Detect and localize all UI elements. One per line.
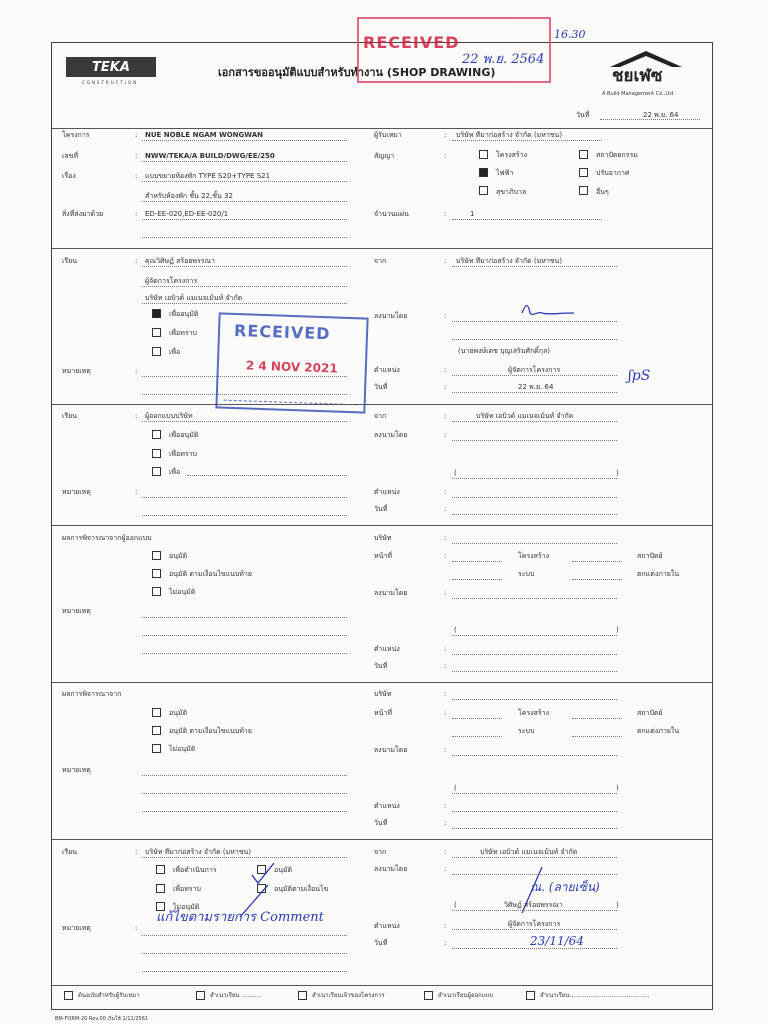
sec3-sign-label: ลงนามโดย [374,589,408,597]
sec5-checkbox-proceed[interactable] [156,865,165,874]
sec1-note-label: หมายเหตุ [62,367,91,375]
sec4-checkbox-conditional[interactable] [152,726,161,735]
sec3-option-conditional: อนุมัติ ตามเงื่อนไขแนบท้าย [169,570,252,578]
sec4-duty-label: หน้าที่ [374,709,392,717]
sec5-handwritten-date: 23/11/64 [530,934,584,948]
footer-item-copy-other: สำเนาเรียน.......................................... [540,992,650,999]
handwritten-received-time: 16.30 [554,28,586,41]
sec2-option-acknowledge: เพื่อทราบ [169,450,197,458]
contractor-label: ผู้รับเหมา [374,131,402,139]
sec4-duty-structure: โครงสร้าง [518,709,550,717]
sec1-checkbox-approve[interactable] [152,309,161,318]
qty-label: จำนวนแผ่น [374,210,409,218]
number-label: เลขที่ [62,152,79,160]
sec5-checkbox-acknowledge[interactable] [156,884,165,893]
sec1-signature [518,301,578,321]
sec4-checkbox-approve[interactable] [152,708,161,717]
sec1-signer-name: (นายพงษ์เดช บุญเสริมศักดิ์กุล) [458,347,551,355]
sec2-note-label: หมายเหตุ [62,488,91,496]
sec5-to-value: บริษัท ทีมาก่อสร้าง จำกัด (มหาชน) [145,848,252,856]
abuild-logo [600,49,692,101]
sec5-option-reject: ไม่อนุมัติ [173,903,200,911]
subject-line-1: แบบขยายห้องพัก TYPE S20+TYPE S21 [145,172,271,180]
contract-checkbox-electrical[interactable] [479,168,488,177]
sec5-sign-label: ลงนามโดย [374,865,408,873]
sec4-option-approve: อนุมัติ [169,709,188,717]
sec5-date-label: วันที่ [374,939,388,947]
sec1-to-line-3: บริษัท เอบิวด์ แมเนจเม้นท์ จำกัด [145,294,243,302]
contract-label: สัญญา [374,152,395,160]
sec1-sign-label: ลงนามโดย [374,312,408,320]
sec4-note-label: หมายเหตุ [62,766,91,774]
sec3-note-label: หมายเหตุ [62,607,91,615]
sec3-duty-structure: โครงสร้าง [518,552,550,560]
sec1-initials: ʃpS [628,368,651,384]
contract-checkbox-aircon[interactable] [579,168,588,177]
sec5-from-label: จาก [374,848,387,856]
header-date-value: 22 พ.ย. 64 [643,111,679,119]
sec3-duty-architecture: สถาปัตย์ [637,552,663,560]
sec1-option-approve: เพื่ออนุมัติ [169,310,199,318]
sec3-duty-interior: ตกแต่งภายใน [637,570,680,578]
sec4-title: ผลการพิจารณาจาก [62,690,122,698]
shop-drawing-form: TEKA CONSTRUCTION เอกสารขออนุมัติแบบสำหรับทำงาน (SHOP DRAWING) ชยเฬซ A Build Management Co.,Ltd วันที่ 22 พ.ย. 64 RECEIVED 22 พ.ย. 2564 16.30 โครงการ : NUE NOBLE NGAM WONGWAN ผู้รับเหมา : บริษัท ทีมาก่อสร้าง จำกัด (มหาชน) เลขที่ : NWW/TEKA/A BUILD/DWG/EE/250 สัญญา : โครงสร้าง สถาปัตยกรรม ไฟฟ้า ปรับอากาศ สุขาภิบาล อื่นๆ เรื่อง : แบบขยายห้องพัก TYPE S20+TYPE S21 สำหรับห้องพัก ชั้น 22,ชั้น 32 สิ่งที่ส่งมาด้วย : ED-EE-020,ED-EE-020/1 จำนวนแผ่น : 1 เรียน : คุณวิศิษฏ์ สร้อยพรรณา ผู้จัดการโครงการ บริษัท เอบิวด์ แมเนจเม้นท์ จำกัด เพื่ออนุมัติ เพื่อทราบ เพื่อ หมายเหตุ : จาก : บริษัท ทีมาก่อสร้าง จำกัด (มหาชน) ลงนามโดย : (นายพงษ์เดช บุญเสริมศักดิ์กุล) ตำแหน่ง : ผู้จัดการโครงการ วันที่ : 22 พ.ย. 64 ʃpS RECEIVED 2 4 NOV 2021 เรียน : ผู้ออกแบบบริษัท เพื่ออนุมัติ เพื่อทราบ เพื่อ หมายเหตุ : จาก : บริษัท เอบิวด์ แมเนจเม้นท์ จำกัด ลงนามโดย : ( ) ตำแหน่ง : วันที่ : ผลการพิจารณาจากผู้ออกแบบ อนุมัติ อนุมัติ ตามเงื่อนไขแนบท้าย ไม่อนุมัติ หมายเหตุ บริษัท : หน้าที่ : โครงสร้าง สถาปัตย์ ระบบ ตกแต่งภายใน ลงนามโดย : ( ) ตำแหน่ง : วันที่ : ผลการพิจารณาจาก อนุมัติ อนุมัติ ตามเงื่อนไขแนบท้าย ไม่อนุมัติ หมายเหตุ บริษัท : หน้าที่ : โครงสร้าง สถาปัตย์ ระบบ ตกแต่งภายใน ลงนามโดย : ( ) ตำแหน่ง : วันที่ : เรียน : บริษัท ทีมาก่อสร้าง จำกัด (มหาชน) เพื่อดำเนินการ อนุมัติ เพื่อทราบ อนุมัติตามเงื่อนไข ไม่อนุมัติ หมายเหตุ : แก้ไขตามรายการ Comment จาก : บริษัท เอบิวด์ แมเนจเม้นท์ จำกัด ลงนามโดย : ณ. (ลายเซ็น) ( วิศิษฏ์ สร้อยพรรณา ) ตำแหน่ง : ผู้จัดการโครงการ วันที่ : 23/11/64 ต้นฉบับสำหรับผู้รับเหมา สำเนาเรียน .......... สำเนาเรียนเจ้าของโครงการ สำเนาเรียนผู้ออกแบบ สำเนาเรียน.......................................... [51,42,713,1010]
sec1-from-value: บริษัท ทีมาก่อสร้าง จำกัด (มหาชน) [456,257,563,265]
sec2-checkbox-approve[interactable] [152,430,161,439]
sec2-option-for: เพื่อ [169,468,181,476]
sec3-duty-label: หน้าที่ [374,552,392,560]
sec3-date-label: วันที่ [374,662,388,670]
sec1-checkbox-for[interactable] [152,347,161,356]
sec1-from-label: จาก [374,257,387,265]
sec4-duty-systems: ระบบ [518,727,535,735]
attach-label: สิ่งที่ส่งมาด้วย [62,210,104,218]
sec5-option-conditional: อนุมัติตามเงื่อนไข [274,885,329,893]
sec4-company-label: บริษัท [374,690,392,698]
project-value: NUE NOBLE NGAM WONGWAN [145,131,263,139]
contract-option-structure: โครงสร้าง [496,151,528,159]
sec4-duty-architecture: สถาปัตย์ [637,709,663,717]
sec1-to-line-2: ผู้จัดการโครงการ [145,277,198,285]
teka-logo-text: TEKA [92,60,130,75]
received-stamp-mid [215,312,368,413]
sec3-option-approve: อนุมัติ [169,552,188,560]
sec1-position-label: ตำแหน่ง [374,366,400,374]
sec5-position-value: ผู้จัดการโครงการ [508,920,561,928]
sec3-option-reject: ไม่อนุมัติ [169,588,196,596]
qty-value: 1 [470,210,475,218]
sec4-option-conditional: อนุมัติ ตามเงื่อนไขแนบท้าย [169,727,252,735]
sec5-signer-name: วิศิษฏ์ สร้อยพรรณา [504,901,563,909]
contract-option-architecture: สถาปัตยกรรม [596,151,638,159]
abuild-logo-text: ชยเฬซ [612,66,663,86]
sec4-option-reject: ไม่อนุมัติ [169,745,196,753]
sec1-checkbox-acknowledge[interactable] [152,328,161,337]
footer-checkbox-owner-copy[interactable] [298,991,307,1000]
sec3-duty-systems: ระบบ [518,570,535,578]
sec4-position-label: ตำแหน่ง [374,802,400,810]
sec3-company-label: บริษัท [374,534,392,542]
sec5-note-label: หมายเหตุ [62,924,91,932]
sec5-from-value: บริษัท เอบิวด์ แมเนจเม้นท์ จำกัด [480,848,578,856]
contract-option-other: อื่นๆ [596,188,609,196]
sec2-position-label: ตำแหน่ง [374,488,400,496]
contract-checkbox-other[interactable] [579,186,588,195]
sec5-option-approve: อนุมัติ [274,866,293,874]
received-stamp-mid-date: 2 4 NOV 2021 [245,358,338,376]
contract-option-electrical: ไฟฟ้า [496,169,514,177]
footer-checkbox-copy-other[interactable] [526,991,535,1000]
footer-item-contractor-original: ต้นฉบับสำหรับผู้รับเหมา [78,992,140,999]
sec5-to-label: เรียน [62,848,78,856]
sec2-from-value: บริษัท เอบิวด์ แมเนจเม้นท์ จำกัด [476,412,574,420]
sec5-handwritten-note: แก้ไขตามรายการ Comment [156,910,324,925]
subject-line-2: สำหรับห้องพัก ชั้น 22,ชั้น 32 [145,192,233,200]
sec2-option-approve: เพื่ออนุมัติ [169,431,199,439]
contract-checkbox-architecture[interactable] [579,150,588,159]
sec1-option-for: เพื่อ [169,348,181,356]
attach-value: ED-EE-020,ED-EE-020/1 [145,210,229,218]
subject-label: เรื่อง [62,172,76,180]
sec1-date-label: วันที่ [374,383,388,391]
sec2-checkbox-for[interactable] [152,467,161,476]
received-stamp-top-text: RECEIVED [363,33,460,52]
sec4-date-label: วันที่ [374,819,388,827]
footer-checkbox-designer-copy[interactable] [424,991,433,1000]
sec1-position-value: ผู้จัดการโครงการ [508,366,561,374]
sec5-position-label: ตำแหน่ง [374,922,400,930]
received-stamp-mid-text: RECEIVED [233,320,331,344]
sec2-to-label: เรียน [62,412,78,420]
teka-logo [66,57,158,87]
sec3-position-label: ตำแหน่ง [374,645,400,653]
received-stamp-top [357,17,551,83]
sec2-from-label: จาก [374,412,387,420]
sec2-sign-label: ลงนามโดย [374,431,408,439]
sec5-option-proceed: เพื่อดำเนินการ [173,866,217,874]
sec1-option-acknowledge: เพื่อทราบ [169,329,197,337]
contractor-value: บริษัท ทีมาก่อสร้าง จำกัด (มหาชน) [456,131,563,139]
form-code: BM-FORM-20 Rev.00 เริ่มใช้ 1/11/2561 [55,1016,149,1022]
sec1-to-label: เรียน [62,257,78,265]
sec3-title: ผลการพิจารณาจากผู้ออกแบบ [62,534,152,542]
footer-item-owner-copy: สำเนาเรียนเจ้าของโครงการ [312,992,385,999]
handwritten-received-date: 22 พ.ย. 2564 [462,52,545,67]
teka-logo-sub: CONSTRUCTION [82,80,139,85]
sec2-date-label: วันที่ [374,505,388,513]
sec2-checkbox-acknowledge[interactable] [152,449,161,458]
sec4-duty-interior: ตกแต่งภายใน [637,727,680,735]
sec2-to-value: ผู้ออกแบบบริษัท [145,412,193,420]
sec5-handwritten-sign: ณ. (ลายเซ็น) [530,880,600,894]
contract-checkbox-structure[interactable] [479,150,488,159]
footer-checkbox-contractor-original[interactable] [64,991,73,1000]
sec3-checkbox-conditional[interactable] [152,569,161,578]
footer-item-designer-copy: สำเนาเรียนผู้ออกแบบ [438,992,494,999]
sec3-checkbox-reject[interactable] [152,587,161,596]
number-value: NWW/TEKA/A BUILD/DWG/EE/250 [145,152,275,160]
sec1-date-value: 22 พ.ย. 64 [518,383,554,391]
footer-item-copy-1: สำเนาเรียน .......... [210,992,261,999]
sec3-checkbox-approve[interactable] [152,551,161,560]
project-label: โครงการ [62,131,90,139]
contract-option-sanitary: สุขาภิบาล [496,188,527,196]
footer-checkbox-copy-1[interactable] [196,991,205,1000]
contract-option-aircon: ปรับอากาศ [596,169,630,177]
sec1-to-line-1: คุณวิศิษฏ์ สร้อยพรรณา [145,257,215,265]
sec4-sign-label: ลงนามโดย [374,746,408,754]
sec5-option-acknowledge: เพื่อทราบ [173,885,201,893]
sec4-checkbox-reject[interactable] [152,744,161,753]
form-title: เอกสารขออนุมัติแบบสำหรับทำงาน (SHOP DRAWING) [218,66,496,79]
header-date-label: วันที่ [576,111,590,119]
abuild-logo-sub: A Build Management Co.,Ltd [602,91,674,97]
contract-checkbox-sanitary[interactable] [479,186,488,195]
